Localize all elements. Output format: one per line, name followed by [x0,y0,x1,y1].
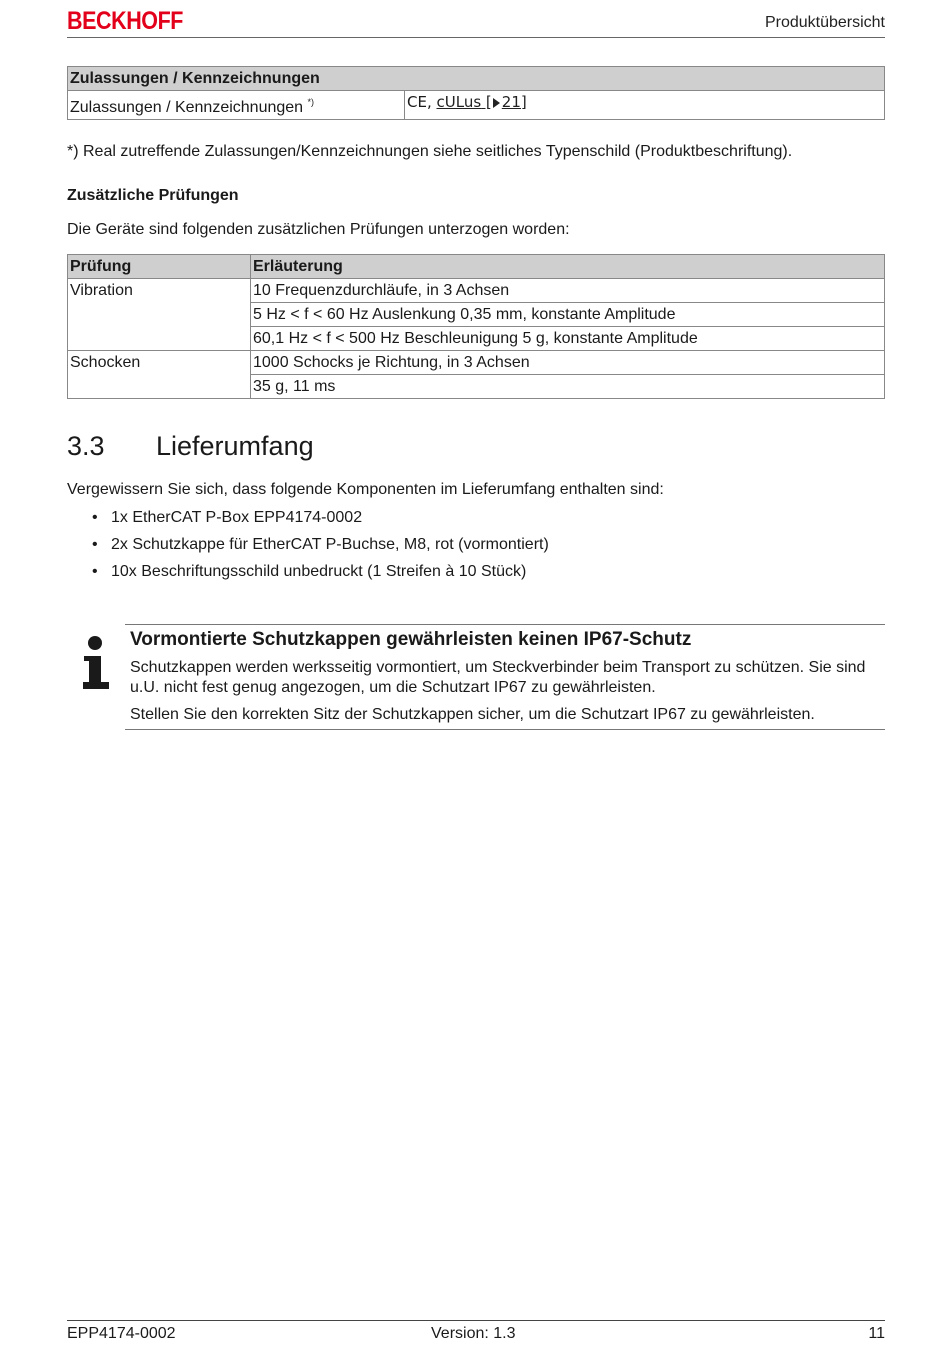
test-detail: 10 Frequenzdurchläufe, in 3 Achsen [251,279,885,303]
table-row [68,91,885,120]
approvals-table [67,66,885,120]
list-item: • 1x EtherCAT P-Box EPP4174-0002 [92,507,549,534]
header-section-title: Produktübersicht [764,14,885,31]
section-intro: Vergewissern Sie sich, dass folgende Komponenten im Lieferumfang enthalten sind: [67,481,664,498]
test-name-shock: Schocken [68,351,251,399]
test-detail: 1000 Schocks je Richtung, in 3 Achsen [251,351,885,375]
note-title: Vormontierte Schutzkappen gewährleisten keinen IP67-Schutz [130,629,692,650]
header-divider [67,37,885,38]
test-detail: 35 g, 11 ms [251,375,885,399]
list-item: • 10x Beschriftungsschild unbedruckt (1 Streifen à 10 Stück) [92,561,549,588]
column-header-details: Erläuterung [251,255,885,279]
footnote-marker: *) [307,97,315,107]
additional-tests-heading: Zusätzliche Prüfungen [67,187,239,204]
table-row [68,351,885,375]
test-name-vibration: Vibration [68,279,251,351]
note-paragraph: Schutzkappen werden werksseitig vormontiert, um Steckverbinder beim Transport zu schützen. Sie sind u.U. nicht fest genug angezogen, um die Schutzart IP67 zu gewährleisten. [130,659,866,696]
beckhoff-logo: BECKHOFF [67,7,184,35]
approvals-table-header: Zulassungen / Kennzeichnungen [68,67,885,91]
section-heading [67,431,314,462]
list-item: • 2x Schutzkappe für EtherCAT P-Buchse, M8, rot (vormontiert) [92,534,549,561]
approvals-label-text: Zulassungen / Kennzeichnungen [70,99,304,116]
tests-table [67,254,885,399]
culus-link[interactable]: cULus [436,93,482,111]
note-bottom-divider [125,729,885,730]
culus-page-ref[interactable] [481,93,527,111]
footer-product: EPP4174-0002 [67,1325,176,1342]
ref-bracket: [ [481,93,492,111]
test-detail: 60,1 Hz < f < 500 Hz Beschleunigung 5 g, konstante Amplitude [251,327,885,351]
table-row [68,279,885,303]
footer-divider [67,1320,885,1321]
approvals-footnote: *) Real zutreffende Zulassungen/Kennzeichnungen siehe seitliches Typenschild (Produktbeschriftung). [67,143,793,160]
additional-tests-intro: Die Geräte sind folgenden zusätzlichen Prüfungen unterzogen worden: [67,221,570,238]
test-detail: 5 Hz < f < 60 Hz Auslenkung 0,35 mm, konstante Amplitude [251,303,885,327]
approvals-row-value [405,91,885,120]
info-icon [82,636,110,690]
approvals-value-prefix: CE, [407,93,437,111]
arrow-right-icon [493,98,500,108]
ref-page: 21] [501,93,527,111]
footer-page-number: 11 [868,1325,885,1342]
approvals-row-label [68,91,405,120]
footer-version: Version: 1.3 [431,1325,516,1342]
column-header-test: Prüfung [68,255,251,279]
note-top-divider [125,624,885,625]
note-paragraph: Stellen Sie den korrekten Sitz der Schutzkappen sicher, um die Schutzart IP67 zu gewährleisten. [130,706,815,723]
section-number: 3.3 [67,431,105,461]
section-title: Lieferumfang [156,431,314,461]
delivery-list [92,507,549,588]
